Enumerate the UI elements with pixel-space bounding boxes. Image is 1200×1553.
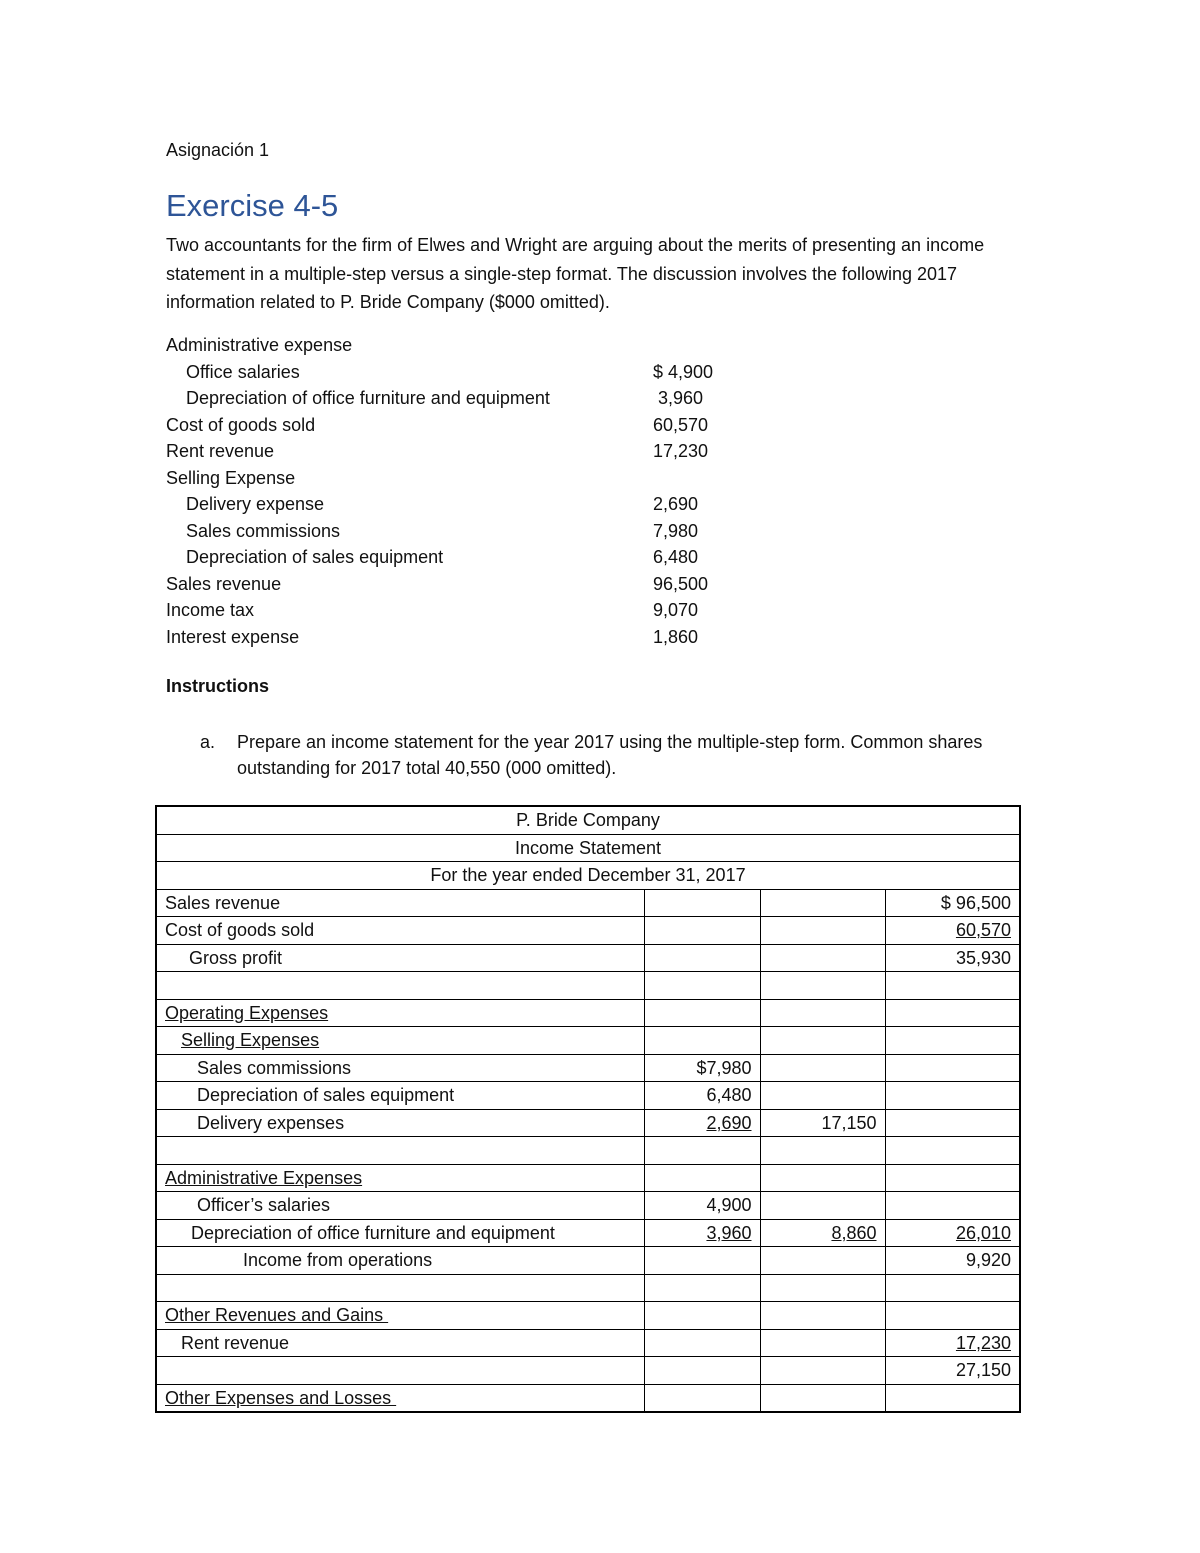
row-label — [156, 972, 644, 1000]
section-heading-text: Administrative Expenses — [165, 1167, 363, 1188]
data-amount: 9,070 — [653, 600, 699, 620]
data-row — [166, 571, 766, 598]
amount-cell — [644, 944, 760, 972]
amount-value: $ 96,500 — [940, 892, 1011, 913]
intro-paragraph: Two accountants for the firm of Elwes and Wright are arguing about the merits of presenting an income statement in a multiple-step versus a single-step format. The discussion involves the following 2017 information related to P. Bride Company ($000 omitted). — [166, 235, 985, 312]
data-amount: 60,570 — [653, 414, 709, 435]
data-amount: 1,860 — [653, 626, 699, 647]
data-amount: $ 4,900 — [653, 361, 714, 382]
table-header-row — [156, 834, 1020, 862]
table-row — [156, 1302, 1020, 1330]
table-row — [156, 999, 1020, 1027]
section-heading — [156, 1302, 644, 1330]
table-row — [156, 1192, 1020, 1220]
data-label: Depreciation of office furniture and equipment — [186, 388, 550, 408]
amount-cell — [885, 1219, 1020, 1247]
table-header-row — [156, 862, 1020, 890]
data-amount: 17,230 — [653, 441, 709, 461]
amount-cell — [644, 1137, 760, 1165]
data-label: Sales commissions — [186, 520, 341, 541]
amount-cell — [760, 1247, 885, 1275]
amount-cell — [885, 917, 1020, 945]
row-label: Gross profit — [156, 944, 644, 972]
amount-cell — [644, 917, 760, 945]
data-row — [166, 491, 766, 518]
amount-cell — [760, 1027, 885, 1055]
data-label: Delivery expense — [186, 494, 325, 514]
amount-cell — [644, 1329, 760, 1357]
section-heading-text: Operating Expenses — [165, 1002, 329, 1023]
amount-cell — [885, 1192, 1020, 1220]
data-row — [166, 597, 766, 624]
amount-cell — [760, 972, 885, 1000]
statement-period: For the year ended December 31, 2017 — [156, 862, 1020, 890]
table-row — [156, 972, 1020, 1000]
amount-cell — [760, 1274, 885, 1302]
table-row — [156, 1054, 1020, 1082]
table-row — [156, 1357, 1020, 1385]
data-row — [166, 438, 766, 465]
amount-cell — [760, 999, 885, 1027]
amount-cell — [885, 889, 1020, 917]
amount-cell: 9,920 — [885, 1247, 1020, 1275]
table-row — [156, 889, 1020, 917]
data-label: Cost of goods sold — [166, 414, 316, 435]
amount-cell — [644, 999, 760, 1027]
data-row — [166, 465, 766, 492]
company-name: P. Bride Company — [156, 806, 1020, 834]
data-amount: 6,480 — [653, 547, 699, 567]
amount-cell — [644, 1384, 760, 1412]
data-amount: 3,960 — [653, 388, 704, 408]
list-marker: a. — [200, 732, 216, 752]
data-row — [166, 332, 766, 359]
amount-cell — [885, 1054, 1020, 1082]
amount-cell: 17,150 — [760, 1109, 885, 1137]
amount-value: 17,230 — [955, 1332, 1011, 1353]
amount-cell — [644, 1247, 760, 1275]
amount-cell — [760, 1164, 885, 1192]
amount-value: 3,960 — [706, 1222, 752, 1243]
amount-cell — [885, 972, 1020, 1000]
data-label: Rent revenue — [166, 441, 275, 461]
instructions-heading: Instructions — [166, 676, 270, 696]
table-row — [156, 1027, 1020, 1055]
amount-cell — [760, 944, 885, 972]
data-label: Selling Expense — [166, 467, 296, 488]
amount-cell — [644, 1302, 760, 1330]
amount-cell — [760, 1384, 885, 1412]
amount-cell — [644, 1274, 760, 1302]
table-row — [156, 1164, 1020, 1192]
amount-cell — [760, 1137, 885, 1165]
amount-cell — [885, 999, 1020, 1027]
amount-cell — [885, 1137, 1020, 1165]
table-row — [156, 917, 1020, 945]
row-label: Sales commissions — [156, 1054, 644, 1082]
table-row — [156, 1082, 1020, 1110]
row-label: Officer’s salaries — [156, 1192, 644, 1220]
amount-cell — [885, 1164, 1020, 1192]
row-label: Depreciation of office furniture and equipment — [156, 1219, 644, 1247]
section-heading-text: Other Expenses and Losses — [165, 1387, 397, 1408]
amount-cell — [885, 1384, 1020, 1412]
table-row — [156, 1329, 1020, 1357]
amount-cell — [760, 1192, 885, 1220]
amount-cell: 4,900 — [644, 1192, 760, 1220]
row-label — [156, 1137, 644, 1165]
amount-cell — [644, 1219, 760, 1247]
amount-cell — [885, 1082, 1020, 1110]
amount-cell — [760, 917, 885, 945]
row-label: Income from operations — [156, 1247, 644, 1275]
amount-cell — [644, 1109, 760, 1137]
data-list — [166, 332, 766, 650]
income-statement-table — [155, 805, 1021, 1413]
table-row — [156, 944, 1020, 972]
row-label: Sales revenue — [156, 889, 644, 917]
data-label: Income tax — [166, 600, 255, 620]
amount-value: 8,860 — [831, 1222, 877, 1243]
amount-cell — [760, 1054, 885, 1082]
amount-cell: 35,930 — [885, 944, 1020, 972]
amount-value: 60,570 — [955, 920, 1011, 941]
amount-cell — [644, 972, 760, 1000]
amount-cell: 6,480 — [644, 1082, 760, 1110]
statement-name: Income Statement — [156, 834, 1020, 862]
amount-cell — [644, 889, 760, 917]
table-row — [156, 1219, 1020, 1247]
data-amount: 7,980 — [653, 520, 699, 541]
data-row — [166, 385, 766, 412]
subsection-heading — [156, 1027, 644, 1055]
instruction-text: Prepare an income statement for the year 2017 using the multiple-step form. Common shares outstanding for 2017 total 40,550 (000 omitted). — [237, 732, 983, 778]
amount-cell — [644, 1027, 760, 1055]
amount-cell — [760, 889, 885, 917]
data-label: Interest expense — [166, 626, 300, 647]
section-heading — [156, 999, 644, 1027]
data-row — [166, 544, 766, 571]
row-label: Rent revenue — [156, 1329, 644, 1357]
data-amount: 2,690 — [653, 494, 699, 514]
data-row — [166, 359, 766, 386]
amount-cell — [760, 1329, 885, 1357]
assignment-label: Asignación 1 — [166, 140, 270, 160]
data-label: Office salaries — [186, 361, 300, 382]
amount-cell: 27,150 — [885, 1357, 1020, 1385]
row-label: Depreciation of sales equipment — [156, 1082, 644, 1110]
table-row — [156, 1274, 1020, 1302]
amount-cell — [885, 1109, 1020, 1137]
row-label — [156, 1357, 644, 1385]
amount-cell — [885, 1027, 1020, 1055]
section-heading — [156, 1384, 644, 1412]
table-row — [156, 1247, 1020, 1275]
data-label: Administrative expense — [166, 335, 353, 355]
data-row — [166, 518, 766, 545]
section-heading-text: Other Revenues and Gains — [165, 1305, 389, 1326]
amount-cell — [644, 1164, 760, 1192]
table-header-row — [156, 806, 1020, 834]
amount-cell — [885, 1274, 1020, 1302]
amount-cell — [644, 1357, 760, 1385]
section-heading — [156, 1164, 644, 1192]
table-row — [156, 1137, 1020, 1165]
amount-cell: $7,980 — [644, 1054, 760, 1082]
amount-value: 26,010 — [955, 1222, 1011, 1243]
data-label: Sales revenue — [166, 573, 282, 594]
data-row — [166, 624, 766, 651]
amount-cell — [885, 1329, 1020, 1357]
row-label — [156, 1274, 644, 1302]
amount-cell — [760, 1219, 885, 1247]
data-amount: 96,500 — [653, 573, 709, 594]
subsection-heading-text: Selling Expenses — [181, 1030, 320, 1051]
amount-cell — [885, 1302, 1020, 1330]
row-label: Delivery expenses — [156, 1109, 644, 1137]
amount-value: 2,690 — [706, 1112, 752, 1133]
amount-cell — [760, 1357, 885, 1385]
exercise-title: Exercise 4-5 — [166, 188, 339, 223]
table-row — [156, 1109, 1020, 1137]
data-row — [166, 412, 766, 439]
table-row — [156, 1384, 1020, 1412]
amount-cell — [760, 1302, 885, 1330]
amount-cell — [760, 1082, 885, 1110]
row-label: Cost of goods sold — [156, 917, 644, 945]
data-label: Depreciation of sales equipment — [186, 547, 444, 567]
